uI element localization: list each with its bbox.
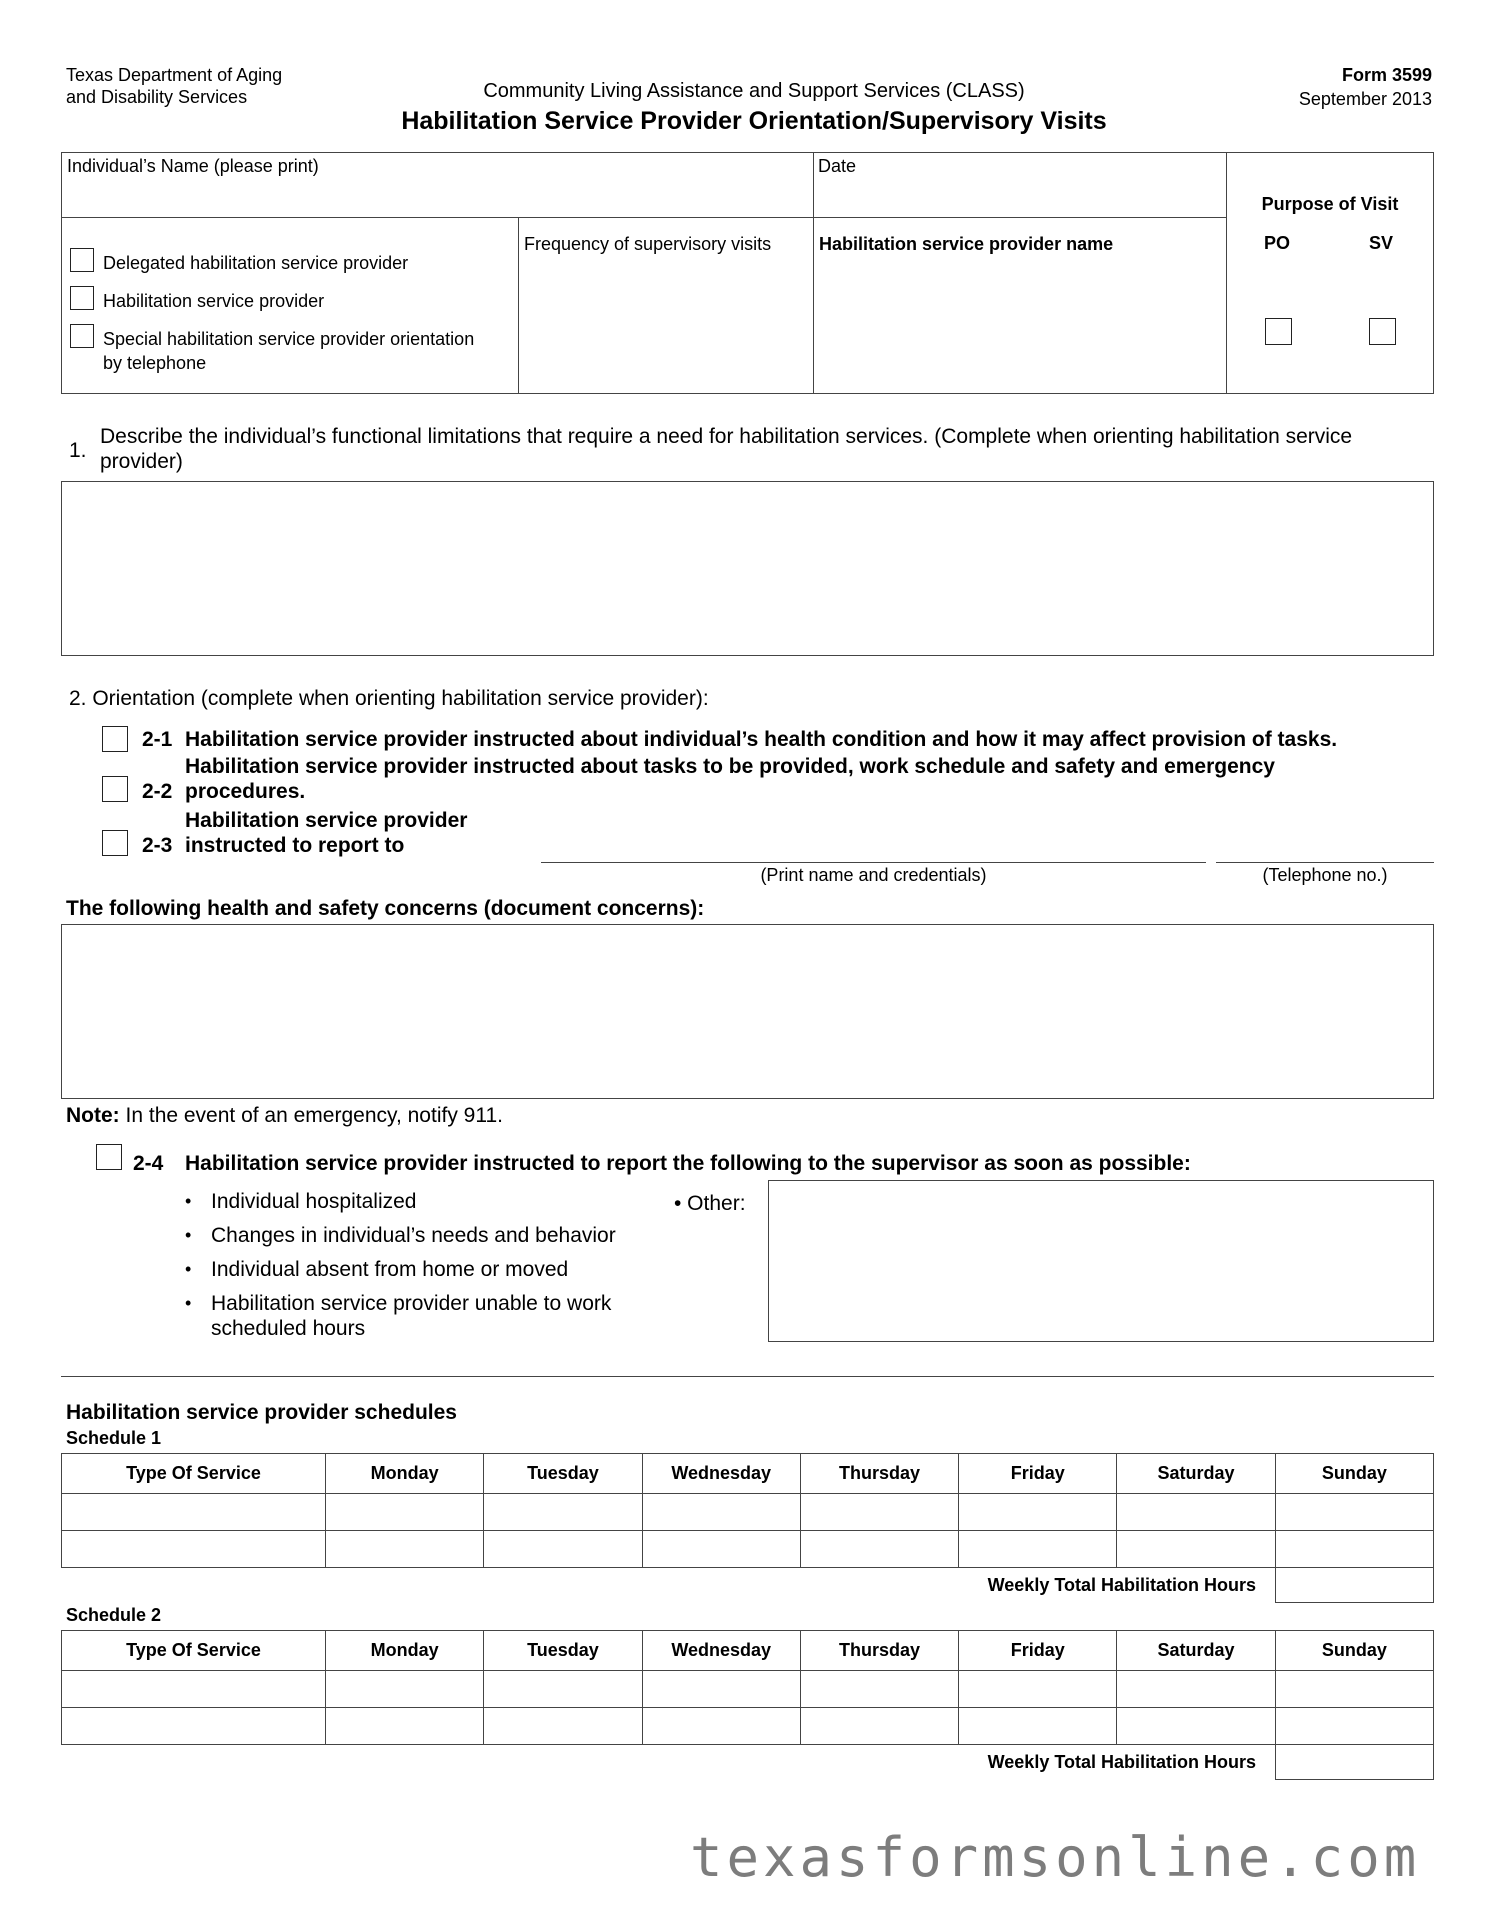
agency-name-line1: Texas Department of Aging <box>66 65 283 85</box>
schedule-2-weekly-total-field[interactable] <box>1275 1742 1434 1780</box>
table-cell[interactable] <box>484 1494 642 1531</box>
top-table-row-divider <box>61 217 1227 218</box>
table-cell[interactable] <box>959 1494 1117 1531</box>
item-2-4-number: 2-4 <box>133 1152 164 1175</box>
column-header: Monday <box>326 1631 484 1671</box>
item-2-2-number: 2-2 <box>142 780 173 803</box>
table-cell[interactable] <box>1117 1531 1275 1568</box>
column-header: Thursday <box>800 1631 958 1671</box>
column-header: Tuesday <box>484 1454 642 1494</box>
table-cell[interactable] <box>62 1531 326 1568</box>
purpose-of-visit-label: Purpose of Visit <box>1261 194 1399 214</box>
top-table-col-divider-purpose <box>1226 152 1227 394</box>
form-date: September 2013 <box>1298 89 1432 109</box>
table-cell[interactable] <box>1275 1531 1433 1568</box>
sv-label: SV <box>1369 233 1394 253</box>
table-cell[interactable] <box>1117 1671 1275 1708</box>
schedule-1-weekly-total-field[interactable] <box>1275 1565 1434 1603</box>
table-cell[interactable] <box>642 1671 800 1708</box>
agency-name-line2: and Disability Services <box>66 87 248 107</box>
schedule-header-row <box>62 1454 1434 1494</box>
column-header: Sunday <box>1275 1631 1433 1671</box>
column-header: Thursday <box>800 1454 958 1494</box>
item-2-3-number: 2-3 <box>142 834 173 857</box>
report-item: • Changes in individual’s needs and behavior <box>185 1223 616 1248</box>
section-1-text: Describe the individual’s functional limitations that require a need for habilitation services. (Complete when orienting habilitation service <box>100 425 1353 448</box>
watermark: texasformsonline.com <box>690 1826 1421 1889</box>
provider-name-field[interactable] <box>819 260 1219 386</box>
special-orientation-label-cont: by telephone <box>103 353 207 373</box>
table-cell[interactable] <box>1275 1671 1433 1708</box>
report-item: • Individual absent from home or moved <box>185 1257 616 1282</box>
column-header: Monday <box>326 1454 484 1494</box>
table-cell[interactable] <box>326 1494 484 1531</box>
section-divider <box>61 1376 1434 1377</box>
report-item: • Habilitation service provider unable to work <box>185 1291 616 1316</box>
item-2-2-text: Habilitation service provider instructed about tasks to be provided, work schedule and safety and emergency <box>185 755 1275 778</box>
schedule-header-row <box>62 1631 1434 1671</box>
table-cell[interactable] <box>800 1671 958 1708</box>
item-2-3-text: Habilitation service provider <box>185 809 468 832</box>
table-cell[interactable] <box>642 1531 800 1568</box>
table-cell[interactable] <box>1117 1494 1275 1531</box>
top-table-col-divider-date <box>813 152 814 394</box>
report-to-name-line[interactable] <box>541 862 1206 863</box>
section-1-number: 1. <box>69 439 87 462</box>
table-cell[interactable] <box>1117 1708 1275 1745</box>
table-cell[interactable] <box>62 1708 326 1745</box>
table-cell[interactable] <box>62 1494 326 1531</box>
table-cell[interactable] <box>326 1531 484 1568</box>
top-table-col-divider-frequency <box>518 217 519 394</box>
table-row <box>62 1531 1434 1568</box>
habilitation-provider-label: Habilitation service provider <box>103 291 325 311</box>
table-cell[interactable] <box>642 1494 800 1531</box>
frequency-label: Frequency of supervisory visits <box>524 234 772 254</box>
print-name-caption: (Print name and credentials) <box>760 865 987 885</box>
delegated-provider-label: Delegated habilitation service provider <box>103 253 409 273</box>
schedule-2-weekly-total-label: Weekly Total Habilitation Hours <box>987 1752 1256 1772</box>
item-2-1-checkbox[interactable] <box>102 726 128 752</box>
table-cell[interactable] <box>959 1671 1117 1708</box>
health-safety-concerns-label: The following health and safety concerns (document concerns): <box>66 897 705 920</box>
schedule-2-label: Schedule 2 <box>66 1605 162 1625</box>
item-2-4-text: Habilitation service provider instructed to report the following to the supervisor as soon as possible: <box>185 1152 1191 1175</box>
item-2-3-text-cont: instructed to report to <box>185 834 405 857</box>
telephone-caption: (Telephone no.) <box>1262 865 1388 885</box>
item-2-3-checkbox[interactable] <box>102 830 128 856</box>
individual-name-field[interactable] <box>66 178 806 212</box>
table-cell[interactable] <box>484 1671 642 1708</box>
column-header: Wednesday <box>642 1631 800 1671</box>
item-2-2-text-cont: procedures. <box>185 780 306 803</box>
sv-checkbox[interactable] <box>1369 318 1396 345</box>
special-orientation-checkbox[interactable] <box>70 324 94 348</box>
report-to-telephone-line[interactable] <box>1216 862 1434 863</box>
column-header: Type Of Service <box>62 1454 326 1494</box>
special-orientation-label: Special habilitation service provider orientation <box>103 329 475 349</box>
individual-name-label: Individual’s Name (please print) <box>67 156 319 176</box>
table-cell[interactable] <box>326 1708 484 1745</box>
other-report-field[interactable] <box>768 1180 1434 1342</box>
column-header: Type Of Service <box>62 1631 326 1671</box>
column-header: Wednesday <box>642 1454 800 1494</box>
schedule-2-table <box>61 1630 1434 1745</box>
other-label: • Other: <box>674 1192 746 1215</box>
column-header: Sunday <box>1275 1454 1433 1494</box>
report-items-list <box>185 1189 616 1325</box>
delegated-provider-checkbox[interactable] <box>70 248 94 272</box>
table-row <box>62 1708 1434 1745</box>
item-2-1-number: 2-1 <box>142 728 173 751</box>
column-header: Tuesday <box>484 1631 642 1671</box>
table-cell[interactable] <box>800 1708 958 1745</box>
table-row <box>62 1494 1434 1531</box>
table-cell[interactable] <box>800 1494 958 1531</box>
column-header: Saturday <box>1117 1631 1275 1671</box>
program-name: Community Living Assistance and Support Services (CLASS) <box>483 80 1025 102</box>
po-label: PO <box>1264 233 1291 253</box>
functional-limitations-field[interactable] <box>61 481 1434 656</box>
note-text: In the event of an emergency, notify 911. <box>119 1104 503 1127</box>
table-cell[interactable] <box>484 1708 642 1745</box>
item-2-4-checkbox[interactable] <box>96 1144 122 1170</box>
column-header: Friday <box>959 1631 1117 1671</box>
report-item-cont: scheduled hours <box>211 1317 366 1340</box>
table-cell[interactable] <box>326 1671 484 1708</box>
health-safety-concerns-field[interactable] <box>61 924 1434 1099</box>
column-header: Saturday <box>1117 1454 1275 1494</box>
table-row <box>62 1671 1434 1708</box>
emergency-note <box>66 1103 503 1128</box>
po-checkbox[interactable] <box>1265 318 1292 345</box>
schedule-1-label: Schedule 1 <box>66 1428 162 1448</box>
date-label: Date <box>818 156 857 176</box>
report-item: • Individual hospitalized <box>185 1189 616 1214</box>
schedule-1-table <box>61 1453 1434 1568</box>
table-cell[interactable] <box>1275 1494 1433 1531</box>
table-cell[interactable] <box>1275 1708 1433 1745</box>
provider-name-label: Habilitation service provider name <box>819 234 1114 254</box>
column-header: Friday <box>959 1454 1117 1494</box>
item-2-2-checkbox[interactable] <box>102 776 128 802</box>
table-cell[interactable] <box>800 1531 958 1568</box>
item-2-1-text: Habilitation service provider instructed about individual’s health condition and how it may affect provision of tasks. <box>185 728 1338 751</box>
habilitation-provider-checkbox[interactable] <box>70 286 94 310</box>
page-title: Habilitation Service Provider Orientation/Supervisory Visits <box>401 107 1107 135</box>
table-cell[interactable] <box>62 1671 326 1708</box>
date-field[interactable] <box>818 178 1218 212</box>
form-number: Form 3599 <box>1341 65 1432 85</box>
section-1-text-cont: provider) <box>100 450 183 473</box>
schedule-1-weekly-total-label: Weekly Total Habilitation Hours <box>987 1575 1256 1595</box>
schedules-heading: Habilitation service provider schedules <box>66 1401 457 1424</box>
table-cell[interactable] <box>484 1531 642 1568</box>
note-label: Note: <box>66 1104 120 1127</box>
table-cell[interactable] <box>959 1708 1117 1745</box>
table-cell[interactable] <box>959 1531 1117 1568</box>
frequency-field[interactable] <box>524 260 806 386</box>
section-2-heading: 2. Orientation (complete when orienting habilitation service provider): <box>69 687 709 710</box>
table-cell[interactable] <box>642 1708 800 1745</box>
